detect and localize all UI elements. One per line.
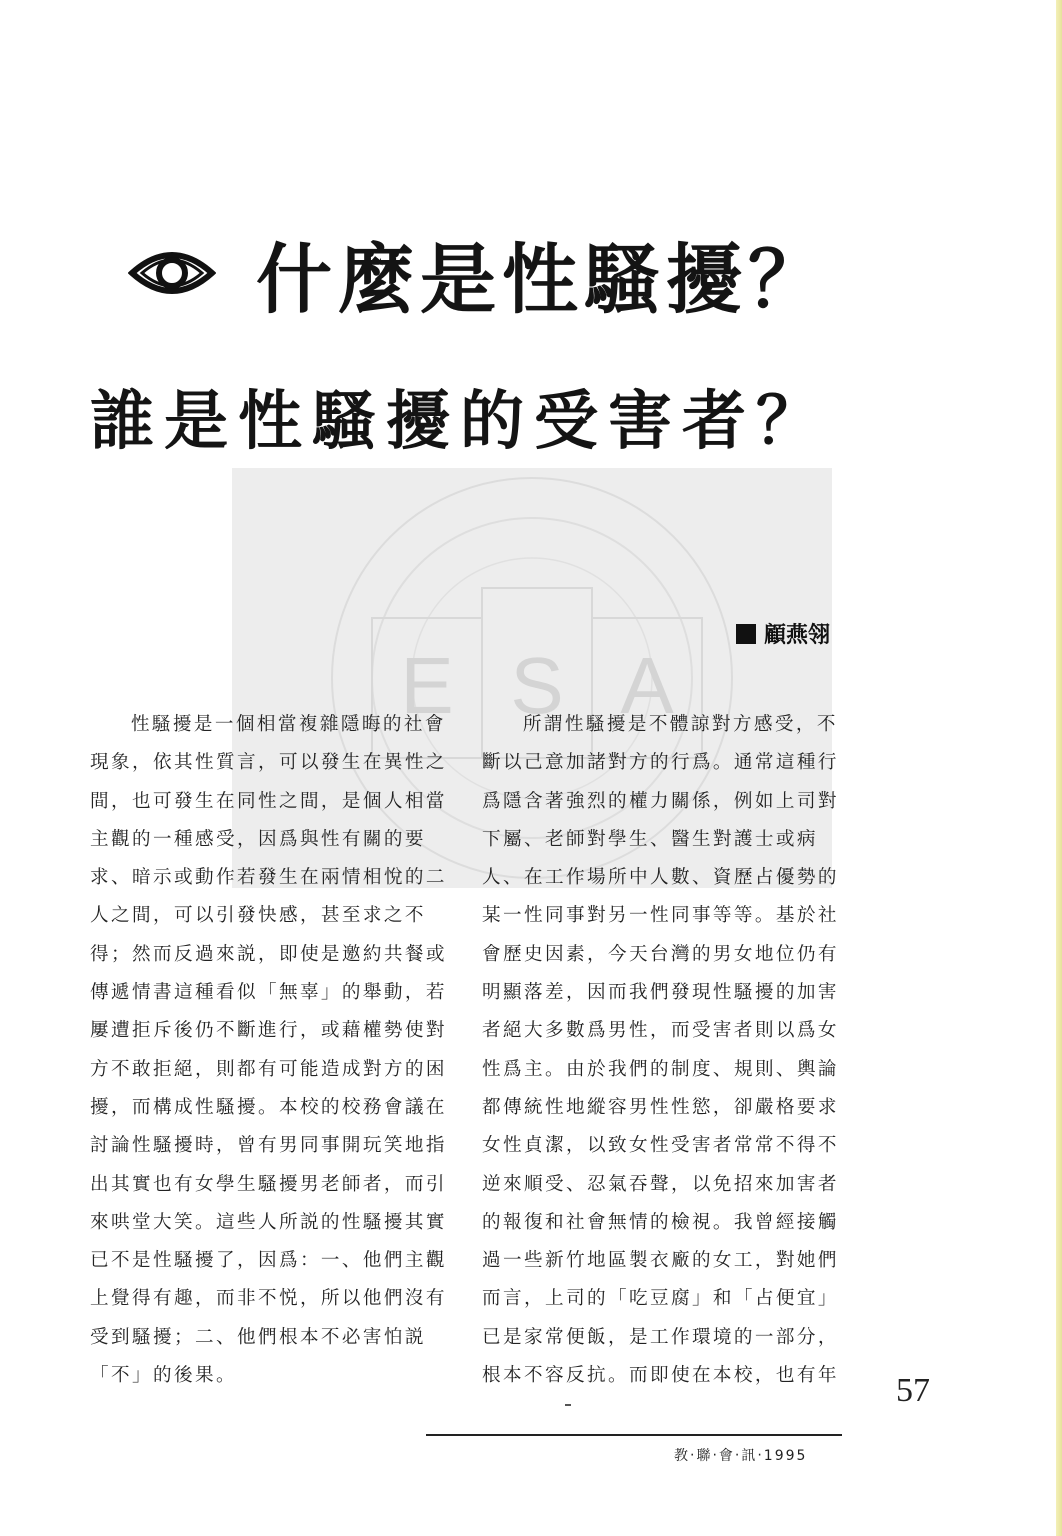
article-title-main: 什麼是性騷擾？ xyxy=(256,234,830,324)
author-byline xyxy=(736,618,830,649)
body-column-left xyxy=(90,706,458,1395)
eye-icon xyxy=(128,243,216,303)
watermark-letter-s: S xyxy=(510,641,564,730)
page-number: 57 xyxy=(896,1372,930,1409)
body-column-right xyxy=(482,706,850,1395)
scan-speck xyxy=(565,1404,571,1406)
watermark-letter-e: E xyxy=(400,641,454,730)
square-bullet-icon xyxy=(736,624,756,644)
author-name: 顧燕翎 xyxy=(764,623,831,648)
article-title-sub: 誰是性騷擾的受害者？ xyxy=(90,385,830,459)
title-line-1 xyxy=(128,228,830,324)
body-paragraph-right: 所謂性騷擾是不體諒對方感受，不斷以己意加諸對方的行爲。通常這種行爲隱含著強烈的權力關係，例如上司對下屬、老師對學生、醫生對護士或病人、在工作場所中人數、資歷占優勢的某一性同事對另一性同事等等。基於社會歷史因素，今天台灣的男女地位仍有明顯落差，因而我們發現性騷擾的加害者絕大多數爲男性，而受害者則以爲女性爲主。由於我們的制度、規則、輿論都傳統性地縱容男性性慾，卻嚴格要求女性貞潔，以致女性受害者常常不得不逆來順受、忍氣吞聲，以免招來加害者的報復和社會無情的檢視。我曾經接觸過一些新竹地區製衣廠的女工，對她們而言，上司的「吃豆腐」和「占便宜」已是家常便飯，是工作環境的一部分，根本不容反抗。而即使在本校，也有年 xyxy=(482,714,839,1387)
scan-edge xyxy=(1056,0,1062,1536)
body-paragraph-left: 性騷擾是一個相當複雜隱晦的社會現象，依其性質言，可以發生在異性之間，也可發生在同性之間，是個人相當主觀的一種感受，因爲與性有關的要求、暗示或動作若發生在兩情相悅的二人之間，可以引發快感，甚至求之不得；然而反過來説，即使是邀約共餐或傳遞情書這種看似「無辜」的舉動，若屢遭拒斥後仍不斷進行，或藉權勢使對方不敢拒絕，則都有可能造成對方的困擾，而構成性騷擾。本校的校務會議在討論性騷擾時，曾有男同事開玩笑地指出其實也有女學生騷擾男老師者，而引來哄堂大笑。這些人所説的性騷擾其實已不是性騷擾了，因爲：一、他們主觀上覺得有趣，而非不悦，所以他們沒有受到騷擾；二、他們根本不必害怕説「不」的後果。 xyxy=(90,714,447,1387)
footer-rule xyxy=(426,1434,842,1436)
watermark-letter-a: A xyxy=(620,641,674,730)
footer-publication: 教‧聯‧會‧訊‧1995 xyxy=(674,1448,808,1464)
